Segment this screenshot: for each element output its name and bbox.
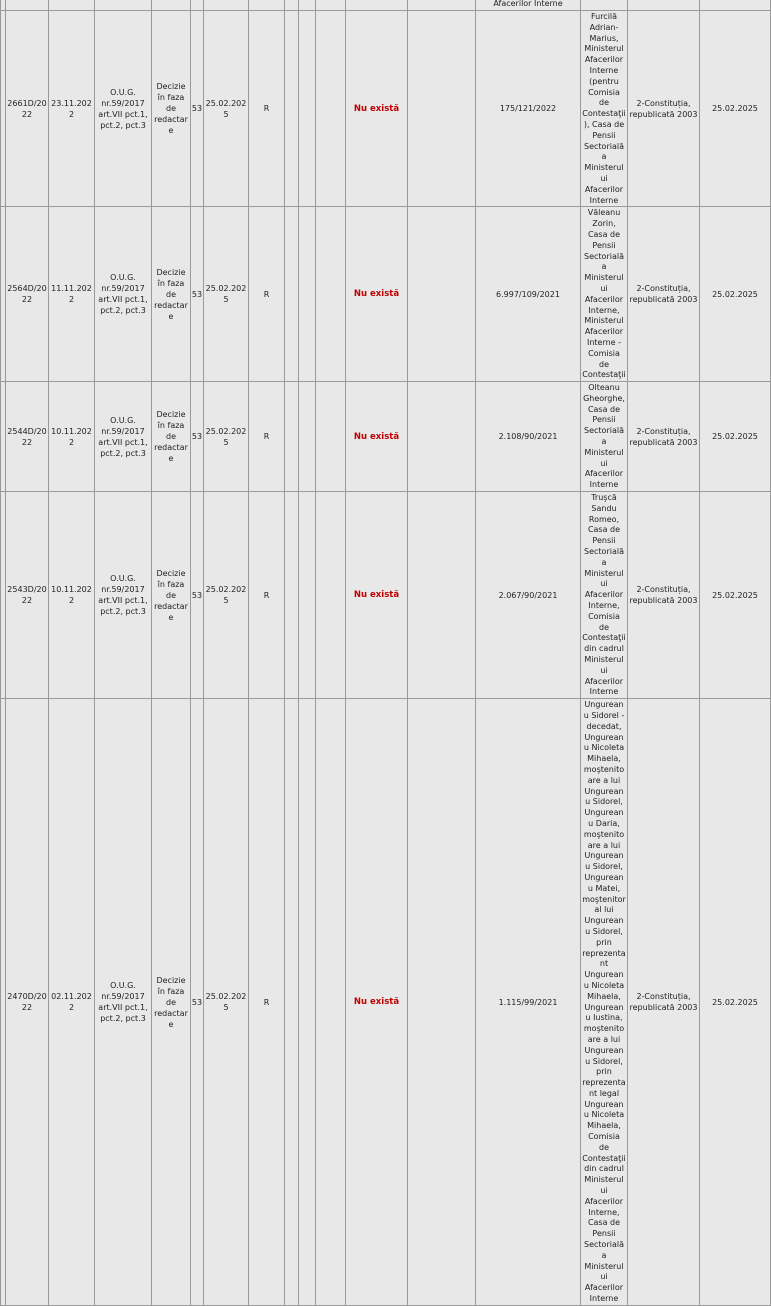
cell <box>152 0 191 11</box>
table-row <box>1 207 771 382</box>
session-number: 53 <box>191 11 204 207</box>
cell <box>49 0 95 11</box>
code-cell: R <box>249 382 285 492</box>
result-badge: Nu există <box>346 382 408 492</box>
cell <box>249 0 285 11</box>
table-row <box>1 699 771 1306</box>
code-cell: R <box>249 11 285 207</box>
contested-act: O.U.G. nr.59/2017 art.VII pct.1, pct.2, pct.3 <box>95 382 152 492</box>
parties-cell: Văleanu Zorin, Casa de Pensii Sectorială a Ministerului Afacerilor Interne, Ministerul Afacerilor Interne - Comisia de Contestaţii <box>581 207 628 382</box>
cell <box>285 0 299 11</box>
cell <box>408 382 476 492</box>
table-row <box>1 492 771 699</box>
cell <box>316 207 346 382</box>
table-row <box>1 382 771 492</box>
cell <box>316 699 346 1306</box>
cell <box>408 699 476 1306</box>
cell <box>299 382 316 492</box>
case-stage: Decizie în faza de redactare <box>152 382 191 492</box>
cell <box>6 0 49 11</box>
dosar-number: 2470D/2022 <box>6 699 49 1306</box>
case-stage: Decizie în faza de redactare <box>152 11 191 207</box>
parties-cell: Afacerilor Interne <box>476 0 581 11</box>
cell <box>316 492 346 699</box>
contested-act: O.U.G. nr.59/2017 art.VII pct.1, pct.2, pct.3 <box>95 492 152 699</box>
cell <box>285 699 299 1306</box>
parties-cell: Truşcă Sandu Romeo, Casa de Pensii Sectorială a Ministerului Afacerilor Interne, Comisia de Contestaţii din cadrul Ministerului Afacerilor Interne <box>581 492 628 699</box>
legal-basis: 2-Constituția, republicată 2003 <box>628 699 700 1306</box>
case-stage: Decizie în faza de redactare <box>152 207 191 382</box>
dosar-number: 2544D/2022 <box>6 382 49 492</box>
registration-date: 11.11.2022 <box>49 207 95 382</box>
dosar-number: 2543D/2022 <box>6 492 49 699</box>
result-badge: Nu există <box>346 492 408 699</box>
term-date: 25.02.2025 <box>204 699 249 1306</box>
cell <box>628 0 700 11</box>
cell <box>285 492 299 699</box>
origin-file-number: 2.067/90/2021 <box>476 492 581 699</box>
parties-cell: Olteanu Gheorghe, Casa de Pensii Sectorială a Ministerului Afacerilor Interne <box>581 382 628 492</box>
cell <box>408 207 476 382</box>
cell <box>95 0 152 11</box>
registration-date: 10.11.2022 <box>49 382 95 492</box>
contested-act: O.U.G. nr.59/2017 art.VII pct.1, pct.2, pct.3 <box>95 11 152 207</box>
registration-date: 23.11.2022 <box>49 11 95 207</box>
final-date: 25.02.2025 <box>700 11 771 207</box>
session-number: 53 <box>191 492 204 699</box>
legal-basis: 2-Constituția, republicată 2003 <box>628 492 700 699</box>
registration-date: 02.11.2022 <box>49 699 95 1306</box>
parties-cell: Furcilă Adrian-Marius, Ministerul Afacerilor Interne (pentru Comisia de Contestaţii), Casa de Pensii Sectorială a Ministerului Afacerilor Interne <box>581 11 628 207</box>
legal-basis: 2-Constituția, republicată 2003 <box>628 382 700 492</box>
origin-file-number: 6.997/109/2021 <box>476 207 581 382</box>
origin-file-number: 2.108/90/2021 <box>476 382 581 492</box>
cell <box>700 0 771 11</box>
result-badge: Nu există <box>346 207 408 382</box>
final-date: 25.02.2025 <box>700 382 771 492</box>
contested-act: O.U.G. nr.59/2017 art.VII pct.1, pct.2, pct.3 <box>95 207 152 382</box>
table-row <box>1 11 771 207</box>
cell <box>316 11 346 207</box>
cell <box>285 382 299 492</box>
code-cell: R <box>249 207 285 382</box>
dosar-number: 2661D/2022 <box>6 11 49 207</box>
legal-basis: 2-Constituția, republicată 2003 <box>628 207 700 382</box>
cell <box>299 492 316 699</box>
cell <box>316 0 346 11</box>
cell <box>191 0 204 11</box>
cell <box>285 11 299 207</box>
table-row-partial <box>1 0 771 11</box>
case-stage: Decizie în faza de redactare <box>152 699 191 1306</box>
origin-file-number: 175/121/2022 <box>476 11 581 207</box>
final-date: 25.02.2025 <box>700 207 771 382</box>
cell <box>408 11 476 207</box>
registration-date: 10.11.2022 <box>49 492 95 699</box>
cell <box>346 0 408 11</box>
session-number: 53 <box>191 699 204 1306</box>
cell <box>299 207 316 382</box>
cell <box>204 0 249 11</box>
code-cell: R <box>249 492 285 699</box>
term-date: 25.02.2025 <box>204 492 249 699</box>
code-cell: R <box>249 699 285 1306</box>
term-date: 25.02.2025 <box>204 207 249 382</box>
cell <box>408 492 476 699</box>
term-date: 25.02.2025 <box>204 382 249 492</box>
cell <box>316 382 346 492</box>
case-stage: Decizie în faza de redactare <box>152 492 191 699</box>
cell <box>408 0 476 11</box>
term-date: 25.02.2025 <box>204 11 249 207</box>
cell <box>285 207 299 382</box>
final-date: 25.02.2025 <box>700 492 771 699</box>
cell <box>299 699 316 1306</box>
contested-act: O.U.G. nr.59/2017 art.VII pct.1, pct.2, pct.3 <box>95 699 152 1306</box>
legal-basis: 2-Constituția, republicată 2003 <box>628 11 700 207</box>
cell <box>299 0 316 11</box>
cell <box>581 0 628 11</box>
cell <box>299 11 316 207</box>
session-number: 53 <box>191 382 204 492</box>
result-badge: Nu există <box>346 11 408 207</box>
parties-cell: Ungureanu Sidorel - decedat, Ungureanu Nicoleta Mihaela, moştenitoare a lui Ungureanu Sidorel, Ungureanu Daria, moştenitoare a lui Ungureanu Sidorel, Ungureanu Matei, moştenitor al lui Ungureanu Sidorel, prin reprezentant Ungureanu Nicoleta Mihaela, Ungureanu Iustina, moştenitoare a lui Ungureanu Sidorel, prin reprezentant legal Ungureanu Nicoleta Mihaela, Comisia de Contestaţii din cadrul Ministerului Afacerilor Interne, Casa de Pensii Sectorială a Ministerului Afacerilor Interne <box>581 699 628 1306</box>
origin-file-number: 1.115/99/2021 <box>476 699 581 1306</box>
session-number: 53 <box>191 207 204 382</box>
result-badge: Nu există <box>346 699 408 1306</box>
dosar-number: 2564D/2022 <box>6 207 49 382</box>
final-date: 25.02.2025 <box>700 699 771 1306</box>
